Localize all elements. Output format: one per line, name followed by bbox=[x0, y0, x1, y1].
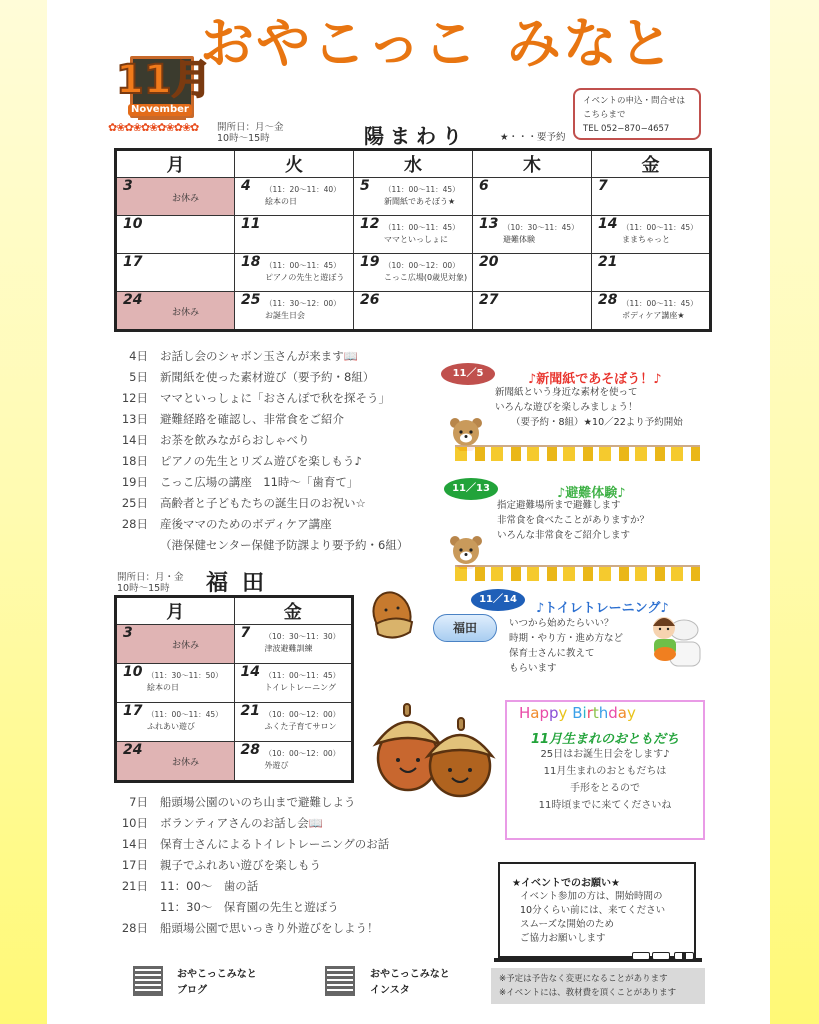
event-time: （11：00～11：45） bbox=[265, 261, 341, 270]
event-list-item bbox=[112, 346, 432, 367]
calendar-week-row bbox=[116, 254, 711, 292]
calendar-day-cell[interactable] bbox=[116, 178, 235, 216]
event-name: ふれあい遊び bbox=[147, 722, 195, 731]
request-line: スムーズな開始のため bbox=[520, 919, 615, 930]
toilet-training-child-icon bbox=[642, 612, 702, 674]
day-number: 28 bbox=[598, 292, 618, 308]
feature-line: 時期・やり方・進め方など bbox=[509, 633, 624, 644]
calendar-day-cell[interactable] bbox=[592, 178, 711, 216]
day-number: 28 bbox=[240, 742, 260, 758]
event-time: （11：30～11：50） bbox=[147, 671, 223, 680]
day-number: 4 bbox=[241, 178, 251, 194]
calendar-day-cell[interactable] bbox=[234, 742, 353, 782]
day-number: 7 bbox=[240, 625, 251, 641]
event-day: 21日 bbox=[121, 879, 148, 893]
himawari-opening bbox=[217, 122, 284, 144]
month-english: November bbox=[128, 104, 192, 116]
event-time: （11：20～11：40） bbox=[265, 185, 341, 194]
event-description: 高齢者と子どもたちの誕生日のお祝い☆ bbox=[160, 496, 366, 510]
weekday-header-row bbox=[116, 150, 711, 178]
calendar-day-cell[interactable] bbox=[354, 216, 473, 254]
event-time: （11：00～11：45） bbox=[622, 223, 698, 232]
fukuda-event-list bbox=[112, 792, 432, 939]
bear-icon bbox=[448, 533, 484, 569]
feature-line: いろんな非常食をご紹介します bbox=[497, 530, 631, 541]
happy-birthday-letter: t bbox=[592, 704, 599, 722]
weekday-header: 月 bbox=[116, 597, 235, 625]
qr-label-line: おやこっこみなと bbox=[177, 969, 257, 980]
closed-label: お休み bbox=[172, 758, 200, 768]
calendar-day-cell[interactable] bbox=[354, 292, 473, 331]
event-name: 津波避難訓練 bbox=[264, 644, 313, 653]
feature-line: 保育士さんに教えて bbox=[509, 648, 595, 659]
event-day: 5日 bbox=[129, 370, 148, 384]
acorn-pair-icon bbox=[368, 700, 503, 800]
weekday-header: 水 bbox=[354, 150, 473, 178]
day-number: 6 bbox=[479, 178, 489, 194]
event-list-item bbox=[112, 535, 432, 556]
weekday-header: 火 bbox=[235, 150, 354, 178]
event-name: ボディケア講座★ bbox=[622, 311, 685, 320]
day-number: 26 bbox=[360, 292, 380, 308]
closed-label: お休み bbox=[172, 194, 200, 204]
event-description: 産後ママのためのボディケア講座 bbox=[160, 517, 332, 531]
reservation-legend: ★・・・要予約 bbox=[500, 132, 566, 143]
month-number: 11月 bbox=[116, 57, 212, 103]
event-day: 4日 bbox=[129, 349, 148, 363]
event-list-item bbox=[112, 388, 432, 409]
day-number: 24 bbox=[123, 742, 143, 758]
event-description: ボランティアさんのお話し会📖 bbox=[160, 816, 323, 830]
day-number: 3 bbox=[123, 625, 133, 641]
feature-line: いつから始めたらいい？ bbox=[509, 618, 614, 629]
event-day: 14日 bbox=[121, 837, 148, 851]
fukuda-opening-days: 開所日：月・金 bbox=[117, 572, 184, 583]
calendar-day-cell[interactable] bbox=[116, 254, 235, 292]
day-number: 7 bbox=[598, 178, 608, 194]
event-list-item bbox=[112, 792, 432, 813]
event-time: （10：00～12：00） bbox=[384, 261, 460, 270]
birthday-card bbox=[505, 700, 705, 840]
event-list-item bbox=[112, 855, 432, 876]
fukuda-heading: 福田 bbox=[206, 571, 279, 596]
day-number: 21 bbox=[240, 703, 260, 719]
title-part-2: みなと bbox=[506, 12, 675, 75]
request-title: ★イベントでのお願い★ bbox=[512, 878, 620, 889]
ginkgo-garland-icon bbox=[455, 445, 700, 461]
feature-line: もらいます bbox=[509, 663, 557, 674]
event-request-board bbox=[498, 862, 696, 958]
event-name: ママといっしょに bbox=[384, 235, 448, 244]
event-description: お茶を飲みながらおしゃべり bbox=[160, 433, 310, 447]
day-number: 12 bbox=[360, 216, 380, 232]
weekday-header: 木 bbox=[473, 150, 592, 178]
calendar-week-row bbox=[116, 742, 353, 782]
eraser-icon bbox=[674, 952, 694, 960]
closed-label: お休み bbox=[172, 641, 200, 651]
weekday-header-row bbox=[116, 597, 353, 625]
calendar-week-row bbox=[116, 664, 353, 703]
event-time: （11：00～11：45） bbox=[622, 299, 698, 308]
feature-line: 非常食を食べたことがありますか？ bbox=[497, 515, 650, 526]
calendar-day-cell[interactable] bbox=[234, 625, 353, 664]
notes-box bbox=[491, 968, 705, 1004]
weekday-header: 金 bbox=[592, 150, 711, 178]
feature-line: いろんな遊びを楽しみましょう！ bbox=[495, 402, 638, 413]
happy-birthday-letter: y bbox=[627, 704, 636, 722]
location-bubble: 福田 bbox=[433, 614, 497, 642]
calendar-week-row bbox=[116, 703, 353, 742]
event-time: （10：00～12：00） bbox=[264, 710, 341, 719]
event-list-item bbox=[112, 918, 432, 939]
acorn-icon bbox=[368, 588, 418, 648]
calendar-day-cell[interactable] bbox=[592, 216, 711, 254]
calendar-week-row bbox=[116, 216, 711, 254]
request-line: イベント参加の方は、開始時間の bbox=[520, 891, 663, 902]
event-list-item bbox=[112, 493, 432, 514]
day-number: 14 bbox=[240, 664, 260, 680]
happy-birthday-letter: B bbox=[572, 704, 583, 722]
event-list-item bbox=[112, 897, 432, 918]
calendar-day-cell[interactable] bbox=[235, 216, 354, 254]
calendar-day-cell[interactable] bbox=[116, 292, 235, 331]
day-number: 10 bbox=[123, 216, 143, 232]
calendar-day-cell[interactable] bbox=[116, 703, 235, 742]
event-day: 28日 bbox=[121, 517, 148, 531]
calendar-day-cell[interactable] bbox=[354, 254, 473, 292]
feature-date-pill: 11／14 bbox=[471, 589, 525, 611]
blog-link[interactable] bbox=[177, 967, 257, 999]
calendar-week-row bbox=[116, 178, 711, 216]
calendar-day-cell[interactable] bbox=[235, 254, 354, 292]
event-name: 絵本の日 bbox=[147, 683, 179, 692]
event-day: 28日 bbox=[121, 921, 148, 935]
autumn-leaves-icon: ✿❀✿❀✿❀✿❀✿❀✿ bbox=[108, 121, 199, 134]
calendar-day-cell[interactable] bbox=[473, 292, 592, 331]
feature-line: 新聞紙という身近な素材を使って bbox=[495, 387, 638, 398]
event-time: （11：00～11：45） bbox=[147, 710, 223, 719]
day-number: 14 bbox=[598, 216, 618, 232]
event-time: （11：00～11：45） bbox=[384, 185, 460, 194]
event-name: ふくた子育てサロン bbox=[264, 722, 337, 731]
qr-label-line: インスタ bbox=[370, 985, 410, 996]
day-number: 17 bbox=[123, 703, 143, 719]
weekday-header: 月 bbox=[116, 150, 235, 178]
closed-label: お休み bbox=[172, 308, 200, 318]
event-list-item bbox=[112, 367, 432, 388]
event-day: 17日 bbox=[121, 858, 148, 872]
feature-title: ♪避難体験♪ bbox=[557, 486, 626, 501]
event-list-item bbox=[112, 472, 432, 493]
happy-birthday-heading bbox=[519, 704, 636, 722]
birthday-title: 11月生まれのおともだち bbox=[530, 732, 680, 747]
event-day: 14日 bbox=[121, 433, 148, 447]
event-list-item bbox=[112, 409, 432, 430]
event-day: 19日 bbox=[121, 475, 148, 489]
day-number: 10 bbox=[123, 664, 143, 680]
event-list-item bbox=[112, 813, 432, 834]
contact-line-1: イベントの申込・問合せは bbox=[583, 96, 686, 106]
event-description: お話し会のシャボン玉さんが来ます📖 bbox=[160, 349, 359, 363]
event-day: 25日 bbox=[121, 496, 148, 510]
event-day: 13日 bbox=[121, 412, 148, 426]
feature-title: ♪トイレトレーニング♪ bbox=[536, 601, 669, 616]
event-description: 避難経路を確認し、非常食をご紹介 bbox=[160, 412, 344, 426]
event-day: 12日 bbox=[121, 391, 148, 405]
event-list-item bbox=[112, 430, 432, 451]
event-description: 船頭場公園のいのち山まで避難しよう bbox=[160, 795, 356, 809]
calendar-week-row bbox=[116, 292, 711, 331]
calendar-day-cell[interactable] bbox=[234, 703, 353, 742]
calendar-day-cell[interactable] bbox=[116, 664, 235, 703]
event-name: 絵本の日 bbox=[265, 197, 297, 206]
instagram-link[interactable] bbox=[370, 967, 450, 999]
qr-label-line: おやこっこみなと bbox=[370, 969, 450, 980]
himawari-calendar bbox=[114, 148, 712, 332]
feature-line: （要予約・8組）★10／22より予約開始 bbox=[511, 417, 683, 428]
happy-birthday-letter: a bbox=[530, 704, 540, 722]
event-list-item bbox=[112, 451, 432, 472]
himawari-opening-hours: 10時～15時 bbox=[217, 133, 270, 144]
event-description: 11：30～ 保育園の先生と遊ぼう bbox=[160, 900, 339, 914]
day-number: 25 bbox=[241, 292, 261, 308]
event-time: （11：30～12：00） bbox=[265, 299, 341, 308]
day-number: 17 bbox=[123, 254, 143, 270]
feature-body bbox=[495, 385, 683, 430]
himawari-event-list bbox=[112, 346, 432, 556]
event-name: 新聞紙であそぼう★ bbox=[384, 197, 456, 206]
day-number: 27 bbox=[479, 292, 499, 308]
day-number: 5 bbox=[360, 178, 370, 194]
happy-birthday-letter: a bbox=[617, 704, 627, 722]
event-time: （10：30～11：45） bbox=[503, 223, 579, 232]
feature-body bbox=[497, 498, 649, 543]
happy-birthday-letter: y bbox=[558, 704, 568, 722]
request-body bbox=[520, 890, 665, 946]
calendar-day-cell[interactable] bbox=[235, 292, 354, 331]
event-name: お誕生日会 bbox=[265, 311, 305, 320]
event-description: 保育士さんによるトイレトレーニングのお話 bbox=[160, 837, 390, 851]
event-description: （港保健センター保健予防課より要予約・6組） bbox=[160, 538, 409, 552]
event-name: こっこ広場(0歳児対象) bbox=[384, 273, 468, 282]
happy-birthday-letter: r bbox=[586, 704, 593, 722]
feature-body bbox=[509, 616, 623, 676]
happy-birthday-letter: p bbox=[549, 704, 559, 722]
day-number: 18 bbox=[241, 254, 261, 270]
calendar-day-cell[interactable] bbox=[473, 178, 592, 216]
contact-box bbox=[573, 88, 701, 140]
blog-qr-code-icon[interactable] bbox=[133, 966, 163, 996]
calendar-day-cell[interactable] bbox=[116, 216, 235, 254]
request-line: ご協力お願いします bbox=[520, 933, 606, 944]
calendar-day-cell[interactable] bbox=[235, 178, 354, 216]
day-number: 3 bbox=[123, 178, 133, 194]
calendar-day-cell[interactable] bbox=[473, 254, 592, 292]
contact-tel[interactable]: TEL 052−870−4657 bbox=[583, 124, 670, 134]
event-time: （11：00～11：45） bbox=[264, 671, 341, 680]
calendar-day-cell[interactable] bbox=[592, 254, 711, 292]
instagram-qr-code-icon[interactable] bbox=[325, 966, 355, 996]
fukuda-calendar bbox=[114, 595, 354, 783]
feature-title: ♪新聞紙であそぼう！♪ bbox=[528, 372, 662, 387]
event-description: 親子でふれあい遊びを楽しもう bbox=[160, 858, 321, 872]
event-time: （10：00～12：00） bbox=[264, 749, 341, 758]
note-line: ※予定は予告なく変更になることがあります bbox=[499, 974, 668, 984]
qr-label-line: ブログ bbox=[177, 985, 207, 996]
event-day: 18日 bbox=[121, 454, 148, 468]
happy-birthday-letter: d bbox=[608, 704, 618, 722]
day-number: 21 bbox=[598, 254, 618, 270]
event-name: ままちゃっと bbox=[622, 235, 670, 244]
calendar-day-cell[interactable] bbox=[234, 664, 353, 703]
calendar-day-cell[interactable] bbox=[116, 625, 235, 664]
marker-icon bbox=[632, 952, 650, 960]
birthday-body bbox=[505, 746, 705, 814]
event-list-item bbox=[112, 834, 432, 855]
day-number: 13 bbox=[479, 216, 499, 232]
event-name: 避難体験 bbox=[503, 235, 535, 244]
contact-line-2: こちらまで bbox=[583, 110, 626, 120]
feature-line: 指定避難場所まで避難します bbox=[497, 500, 621, 511]
event-description: 11：00～ 歯の話 bbox=[160, 879, 259, 893]
day-number: 20 bbox=[479, 254, 499, 270]
calendar-day-cell[interactable] bbox=[354, 178, 473, 216]
happy-birthday-letter: p bbox=[539, 704, 550, 722]
event-description: ママといっしょに「おさんぽで秋を探そう」 bbox=[160, 391, 390, 405]
event-list-item bbox=[112, 876, 432, 897]
event-name: ピアノの先生と遊ぼう bbox=[265, 273, 345, 282]
weekday-header: 金 bbox=[234, 597, 353, 625]
feature-date-pill: 11／5 bbox=[441, 363, 495, 385]
himawari-heading: 陽まわり bbox=[364, 124, 468, 148]
event-name: トイレトレーニング bbox=[264, 683, 336, 692]
month-badge bbox=[108, 50, 218, 140]
newsletter-title bbox=[200, 12, 675, 76]
note-line: ※イベントには、教材費を頂くことがあります bbox=[499, 988, 677, 998]
birthday-line: 11月生まれのおともだちは bbox=[543, 766, 667, 777]
event-description: こっこ広場の講座 11時～「歯育て」 bbox=[160, 475, 359, 489]
marker-icon bbox=[652, 952, 670, 960]
event-name: 外遊び bbox=[264, 761, 289, 770]
event-day: 7日 bbox=[129, 795, 148, 809]
birthday-line: 手形をとるので bbox=[570, 783, 640, 794]
event-day: 10日 bbox=[121, 816, 148, 830]
himawari-opening-days: 開所日：月～金 bbox=[217, 122, 284, 133]
happy-birthday-letter: i bbox=[582, 704, 587, 722]
calendar-day-cell[interactable] bbox=[592, 292, 711, 331]
fukuda-opening-hours: 10時～15時 bbox=[117, 583, 170, 594]
ginkgo-garland-icon bbox=[455, 565, 700, 581]
happy-birthday-letter: H bbox=[519, 704, 531, 722]
feature-date-pill: 11／13 bbox=[444, 478, 498, 500]
event-description: ピアノの先生とリズム遊びを楽しもう♪ bbox=[160, 454, 362, 468]
event-list-item bbox=[112, 514, 432, 535]
birthday-line: 11時頃までに来てくださいね bbox=[538, 800, 672, 811]
event-description: 新聞紙を使った素材遊び（要予約・8組） bbox=[160, 370, 375, 384]
event-time: （11：00～11：45） bbox=[384, 223, 460, 232]
fukuda-opening bbox=[117, 572, 184, 594]
birthday-line: 25日はお誕生日会をします♪ bbox=[540, 749, 670, 760]
calendar-day-cell[interactable] bbox=[116, 742, 235, 782]
whiteboard-tray bbox=[494, 958, 702, 962]
event-time: （10：30～11：30） bbox=[264, 632, 341, 641]
event-description: 船頭場公園で思いっきり外遊びをしよう！ bbox=[160, 921, 379, 935]
happy-birthday-letter: h bbox=[598, 704, 609, 722]
day-number: 24 bbox=[123, 292, 143, 308]
calendar-day-cell[interactable] bbox=[473, 216, 592, 254]
calendar-week-row bbox=[116, 625, 353, 664]
title-part-1: おやこっこ bbox=[200, 12, 479, 75]
day-number: 19 bbox=[360, 254, 380, 270]
day-number: 11 bbox=[241, 216, 261, 232]
request-line: 10分くらい前には、来てください bbox=[520, 905, 666, 916]
